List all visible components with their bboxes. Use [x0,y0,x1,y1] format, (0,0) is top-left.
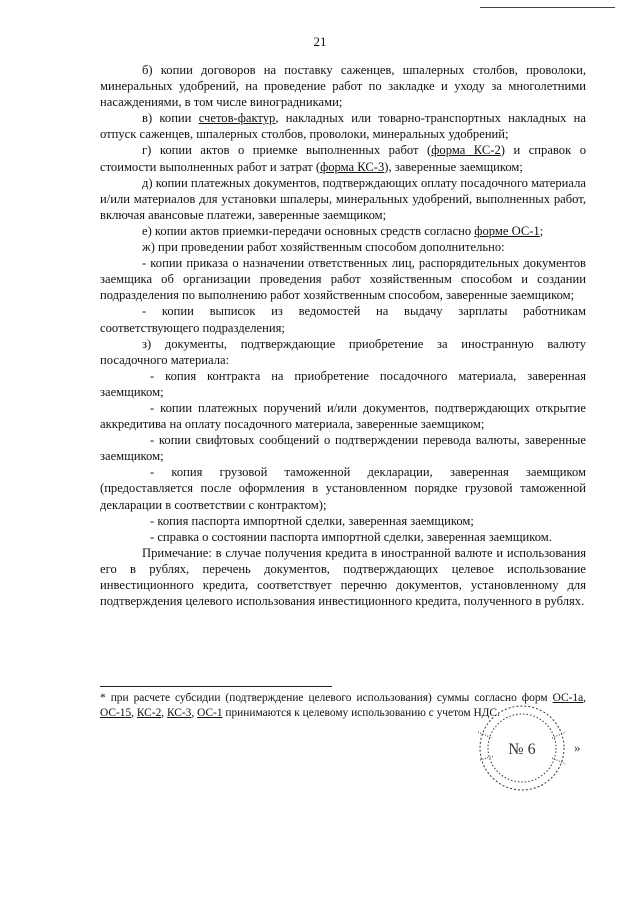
paragraph-z6 [100,529,586,545]
text-run: ) и справок о стоимости выполненных работ и затрат ( [100,143,587,174]
document-link[interactable]: форма КС-3 [320,159,385,174]
top-rule [480,7,615,8]
stamp-seal [444,702,584,794]
text-run: з) документы, подтверждающие приобретение за иностранную валюту посадочного материала: [100,336,586,367]
paragraph-z [100,336,586,368]
text-run: - копии свифтовых сообщений о подтверждении перевода валюты, заверенные заемщиком; [100,433,586,464]
text-run: ), заверенные заемщиком; [384,159,523,174]
text-run: в) копии [142,111,199,126]
paragraph-z3 [100,432,586,464]
text-run: - копии приказа о назначении ответственных лиц, распорядительных документов заемщика об организации проведения работ хозяйственным способом и создании подразделения по выполнению работ хозяйственным способом, заверенные заемщиком; [100,256,586,303]
text-run: Примечание: в случае получения кредита в иностранной валюте и использования его в рублях, перечень документов, подтверждающих целевое использование инвестиционного кредита, соответствует перечню документов, установленному для подтверждения целевого использования инвестиционного кредита, полученного в рублях. [100,545,586,609]
stamp-mark: » [574,740,581,755]
text-run: , [161,706,167,719]
page-number: 21 [313,34,327,49]
paragraph-zh2 [100,303,586,335]
text-run: ; [539,223,544,238]
text-run: - копия паспорта импортной сделки, заверенная заемщиком; [150,513,474,528]
text-run: б) копии договоров на поставку саженцев, шпалерных столбов, проволоки, минеральных удобрений, на проведение работ по закладке и уходу за многолетними насаждениями, в том числе виноградниками; [100,63,586,110]
paragraph-note [100,545,586,609]
paragraph-e [100,223,586,239]
document-link[interactable]: форма КС-2 [431,143,501,158]
paragraph-b [100,62,586,110]
text-run: г) копии актов о приемке выполненных работ ( [142,143,432,158]
paragraph-d [100,175,586,223]
document-body [100,62,586,609]
text-run: , [583,692,586,704]
paragraph-zh [100,239,586,255]
text-run: - справка о состоянии паспорта импортной сделки, заверенная заемщиком. [150,529,552,544]
document-link[interactable]: форме ОС-1 [474,223,540,238]
document-link[interactable]: ОС-15 [100,706,132,719]
paragraph-v [100,110,586,142]
paragraph-z4 [100,464,586,512]
paragraph-z5 [100,513,586,529]
footnote-separator [100,686,332,687]
document-link[interactable]: ОС-1 [197,706,223,719]
paragraph-g [100,142,586,174]
text-run: , [191,706,198,719]
text-run: д) копии платежных документов, подтверждающих оплату посадочного материала и/или материалов для установки шпалеры, минеральных удобрений, выполненных работ, включая авансовые платежи, заверенные заемщиком; [100,175,586,222]
text-run: - копия грузовой таможенной декларации, заверенная заемщиком (предоставляется после оформления в установленном порядке грузовой таможенной декларации в соответствии с контрактом); [100,465,586,512]
paragraph-zh1 [100,255,586,303]
paragraph-z2 [100,400,586,432]
text-run: , [131,706,137,719]
document-link[interactable]: ОС-1а [552,692,584,704]
document-link[interactable]: КС-2 [136,706,162,719]
text-run: - копия контракта на приобретение посадочного материала, заверенная заемщиком; [100,368,586,399]
document-link[interactable]: КС-3 [166,706,192,719]
text-run: ж) при проведении работ хозяйственным способом дополнительно: [142,240,505,255]
text-run: е) копии актов приемки-передачи основных средств согласно [142,223,475,238]
text-run: * при расчете субсидии (подтверждение целевого использования) суммы согласно форм [100,692,553,704]
paragraph-z1 [100,368,586,400]
text-run: - копии выписок из ведомостей на выдачу зарплаты работникам соответствующего подразделения; [100,304,586,335]
document-link[interactable]: счетов-фактур [198,111,276,126]
text-run: - копии платежных поручений и/или документов, подтверждающих открытие аккредитива на оплату посадочного материала, заверенные заемщиком; [100,400,586,432]
text-run: , накладных или товарно-транспортных накладных на отпуск саженцев, шпалерных столбов, проволоки, минеральных удобрений; [100,111,586,142]
text-run: принимаются к целевому использованию с учетом НДС. [222,706,500,719]
stamp-number: № 6 [508,741,536,758]
